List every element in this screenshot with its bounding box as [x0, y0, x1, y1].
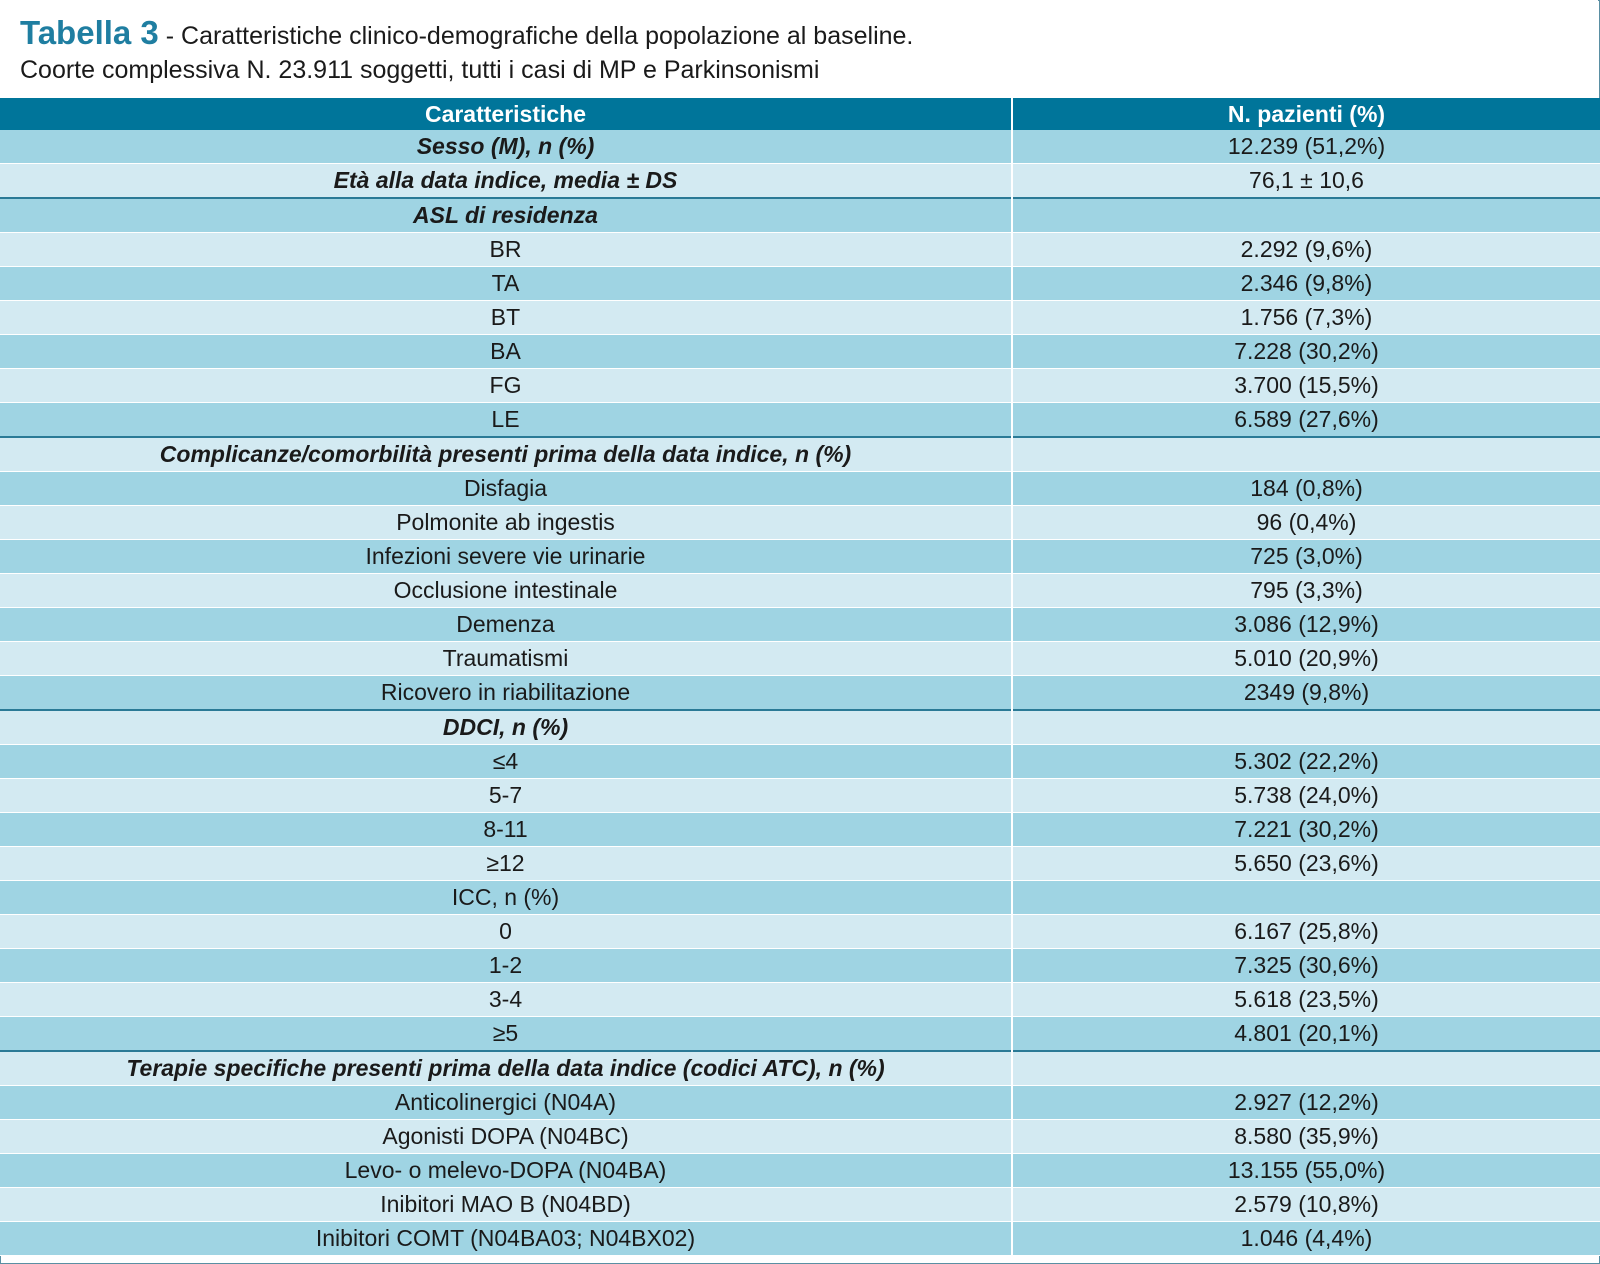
- row-label: TA: [0, 267, 1012, 301]
- row-label: DDCI, n (%): [0, 710, 1012, 745]
- row-label: 8-11: [0, 813, 1012, 847]
- row-label: Terapie specifiche presenti prima della data indice (codici ATC), n (%): [0, 1051, 1012, 1086]
- row-value: 96 (0,4%): [1012, 506, 1600, 540]
- table-body: [0, 130, 1600, 1256]
- table-row: [0, 369, 1600, 403]
- row-label: ≤4: [0, 745, 1012, 779]
- row-value: 6.167 (25,8%): [1012, 915, 1600, 949]
- row-label: 3-4: [0, 983, 1012, 1017]
- row-label: ICC, n (%): [0, 881, 1012, 915]
- row-label: Traumatismi: [0, 642, 1012, 676]
- row-label: BA: [0, 335, 1012, 369]
- table-row: [0, 1120, 1600, 1154]
- table-row: [0, 335, 1600, 369]
- row-value: 725 (3,0%): [1012, 540, 1600, 574]
- row-label: Sesso (M), n (%): [0, 130, 1012, 164]
- row-label: Demenza: [0, 608, 1012, 642]
- table-row: [0, 1086, 1600, 1120]
- table-title: Tabella 3: [20, 14, 159, 51]
- row-value: [1012, 881, 1600, 915]
- row-value: 2.579 (10,8%): [1012, 1188, 1600, 1222]
- row-value: 5.302 (22,2%): [1012, 745, 1600, 779]
- row-value: 12.239 (51,2%): [1012, 130, 1600, 164]
- table-row: [0, 198, 1600, 233]
- table-row: [0, 1154, 1600, 1188]
- row-label: BR: [0, 233, 1012, 267]
- row-value: 3.700 (15,5%): [1012, 369, 1600, 403]
- table-row: [0, 608, 1600, 642]
- row-value: 5.738 (24,0%): [1012, 779, 1600, 813]
- row-value: 7.325 (30,6%): [1012, 949, 1600, 983]
- table-row: [0, 130, 1600, 164]
- row-label: 5-7: [0, 779, 1012, 813]
- row-label: Occlusione intestinale: [0, 574, 1012, 608]
- table-row: [0, 164, 1600, 199]
- row-label: ≥12: [0, 847, 1012, 881]
- row-value: [1012, 710, 1600, 745]
- row-value: [1012, 198, 1600, 233]
- table-row: [0, 472, 1600, 506]
- row-value: 2.292 (9,6%): [1012, 233, 1600, 267]
- row-label: Anticolinergici (N04A): [0, 1086, 1012, 1120]
- column-header-characteristics: Caratteristiche: [0, 98, 1012, 130]
- row-label: LE: [0, 403, 1012, 438]
- row-value: 1.756 (7,3%): [1012, 301, 1600, 335]
- table-row: [0, 881, 1600, 915]
- caption-line-2: Coorte complessiva N. 23.911 soggetti, tutti i casi di MP e Parkinsonismi: [20, 56, 820, 84]
- row-value: 4.801 (20,1%): [1012, 1017, 1600, 1052]
- table-row: [0, 267, 1600, 301]
- row-value: 1.046 (4,4%): [1012, 1222, 1600, 1256]
- table-row: [0, 301, 1600, 335]
- row-value: 2.927 (12,2%): [1012, 1086, 1600, 1120]
- row-value: [1012, 437, 1600, 472]
- row-label: BT: [0, 301, 1012, 335]
- row-value: 795 (3,3%): [1012, 574, 1600, 608]
- row-label: 1-2: [0, 949, 1012, 983]
- row-label: Levo- o melevo-DOPA (N04BA): [0, 1154, 1012, 1188]
- row-label: Età alla data indice, media ± DS: [0, 164, 1012, 199]
- table-row: [0, 1188, 1600, 1222]
- row-value: [1012, 1051, 1600, 1086]
- row-label: Complicanze/comorbilità presenti prima della data indice, n (%): [0, 437, 1012, 472]
- caption-line-1: [20, 14, 913, 52]
- row-value: 13.155 (55,0%): [1012, 1154, 1600, 1188]
- table-subtitle: - Caratteristiche clinico-demografiche della popolazione al baseline.: [158, 22, 914, 50]
- data-table: [0, 98, 1600, 1256]
- row-value: 5.618 (23,5%): [1012, 983, 1600, 1017]
- row-value: 184 (0,8%): [1012, 472, 1600, 506]
- table-row: [0, 1017, 1600, 1052]
- table-row: [0, 437, 1600, 472]
- table-row: [0, 1051, 1600, 1086]
- table-caption: [0, 0, 1598, 98]
- row-label: Polmonite ab ingestis: [0, 506, 1012, 540]
- row-value: 2349 (9,8%): [1012, 676, 1600, 711]
- table-row: [0, 847, 1600, 881]
- row-value: 7.221 (30,2%): [1012, 813, 1600, 847]
- row-value: 3.086 (12,9%): [1012, 608, 1600, 642]
- row-label: Disfagia: [0, 472, 1012, 506]
- row-value: 7.228 (30,2%): [1012, 335, 1600, 369]
- table-row: [0, 574, 1600, 608]
- row-value: 5.010 (20,9%): [1012, 642, 1600, 676]
- table-row: [0, 915, 1600, 949]
- row-label: ASL di residenza: [0, 198, 1012, 233]
- table-row: [0, 949, 1600, 983]
- row-value: 76,1 ± 10,6: [1012, 164, 1600, 199]
- row-label: Inibitori MAO B (N04BD): [0, 1188, 1012, 1222]
- row-label: Inibitori COMT (N04BA03; N04BX02): [0, 1222, 1012, 1256]
- row-label: FG: [0, 369, 1012, 403]
- row-label: Infezioni severe vie urinarie: [0, 540, 1012, 574]
- row-label: Agonisti DOPA (N04BC): [0, 1120, 1012, 1154]
- column-header-patients: N. pazienti (%): [1012, 98, 1600, 130]
- table-row: [0, 642, 1600, 676]
- row-label: Ricovero in riabilitazione: [0, 676, 1012, 711]
- table-row: [0, 710, 1600, 745]
- table-row: [0, 233, 1600, 267]
- table-row: [0, 676, 1600, 711]
- table-row: [0, 403, 1600, 438]
- row-value: 2.346 (9,8%): [1012, 267, 1600, 301]
- row-value: 5.650 (23,6%): [1012, 847, 1600, 881]
- table-row: [0, 813, 1600, 847]
- row-label: ≥5: [0, 1017, 1012, 1052]
- row-value: 8.580 (35,9%): [1012, 1120, 1600, 1154]
- row-label: 0: [0, 915, 1012, 949]
- table-row: [0, 779, 1600, 813]
- table-header-row: [0, 98, 1600, 130]
- row-value: 6.589 (27,6%): [1012, 403, 1600, 438]
- table-row: [0, 1222, 1600, 1256]
- table-row: [0, 540, 1600, 574]
- table-row: [0, 506, 1600, 540]
- table-row: [0, 745, 1600, 779]
- table-row: [0, 983, 1600, 1017]
